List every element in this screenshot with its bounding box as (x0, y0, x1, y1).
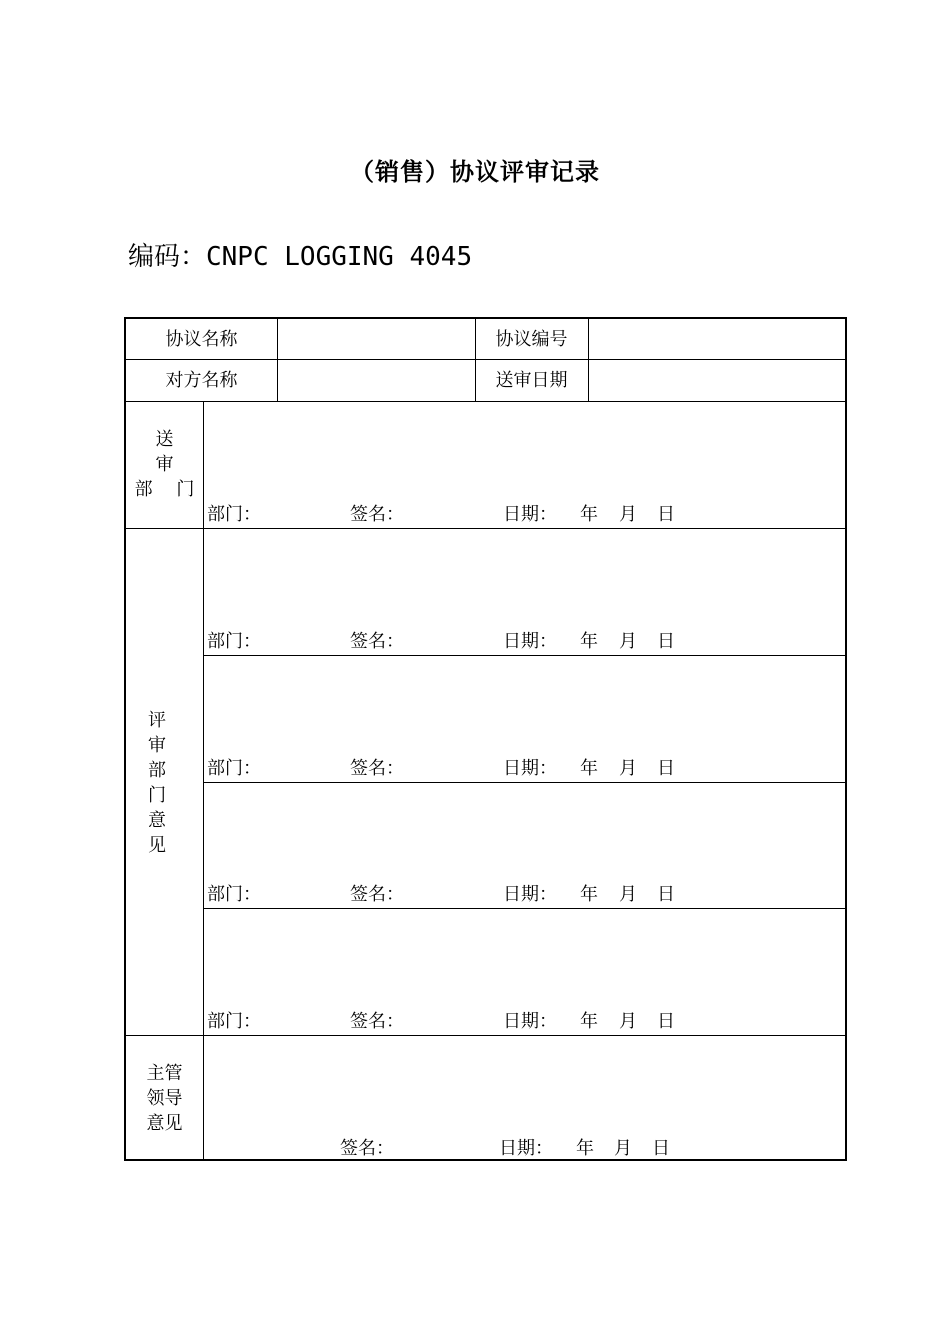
day-label: 日 (657, 884, 675, 905)
row-divider (126, 401, 845, 402)
submit-date-label: 送审日期 (495, 370, 568, 391)
row-divider (126, 528, 845, 529)
sign-field-label: 签名： (340, 1138, 394, 1159)
year-label: 年 (580, 1011, 598, 1032)
column-divider (203, 401, 204, 1159)
month-label: 月 (619, 758, 637, 779)
review-dept-label: 评 审 部 门 意 见 (148, 710, 166, 856)
day-label: 日 (657, 1011, 675, 1032)
row-divider (126, 359, 845, 360)
agreement-number-label: 协议编号 (495, 329, 568, 350)
sign-field-label: 签名： (350, 884, 404, 905)
agreement-name-label: 协议名称 (165, 329, 238, 350)
date-field-label: 日期： (503, 631, 557, 652)
date-field-label: 日期： (503, 504, 557, 525)
document-code: 编码：CNPC LOGGING 4045 (128, 242, 473, 272)
date-field-label: 日期： (503, 884, 557, 905)
counterparty-name-label: 对方名称 (165, 370, 238, 391)
dept-field-label: 部门： (207, 1011, 261, 1032)
day-label: 日 (657, 504, 675, 525)
date-field-label: 日期： (503, 1011, 557, 1032)
month-label: 月 (619, 504, 637, 525)
leader-opinion-label: 主管 领导 意见 (146, 1063, 183, 1134)
submit-dept-label: 送 审 部 门 (134, 429, 195, 500)
dept-field-label: 部门： (207, 631, 261, 652)
month-label: 月 (614, 1138, 632, 1159)
year-label: 年 (580, 504, 598, 525)
dept-field-label: 部门： (207, 884, 261, 905)
month-label: 月 (619, 884, 637, 905)
column-divider (588, 319, 589, 401)
day-label: 日 (657, 758, 675, 779)
column-divider (277, 319, 278, 401)
day-label: 日 (652, 1138, 670, 1159)
year-label: 年 (580, 758, 598, 779)
month-label: 月 (619, 1011, 637, 1032)
review-record-table (124, 317, 847, 1161)
date-field-label: 日期： (499, 1138, 553, 1159)
year-label: 年 (580, 631, 598, 652)
sign-field-label: 签名： (350, 504, 404, 525)
day-label: 日 (657, 631, 675, 652)
month-label: 月 (619, 631, 637, 652)
dept-field-label: 部门： (207, 758, 261, 779)
sign-field-label: 签名： (350, 1011, 404, 1032)
sign-field-label: 签名： (350, 631, 404, 652)
row-divider (203, 908, 845, 909)
row-divider (126, 1035, 845, 1036)
year-label: 年 (576, 1138, 594, 1159)
dept-field-label: 部门： (207, 504, 261, 525)
year-label: 年 (580, 884, 598, 905)
row-divider (203, 782, 845, 783)
row-divider (203, 655, 845, 656)
document-title: （销售）协议评审记录 (350, 158, 600, 186)
sign-field-label: 签名： (350, 758, 404, 779)
date-field-label: 日期： (503, 758, 557, 779)
